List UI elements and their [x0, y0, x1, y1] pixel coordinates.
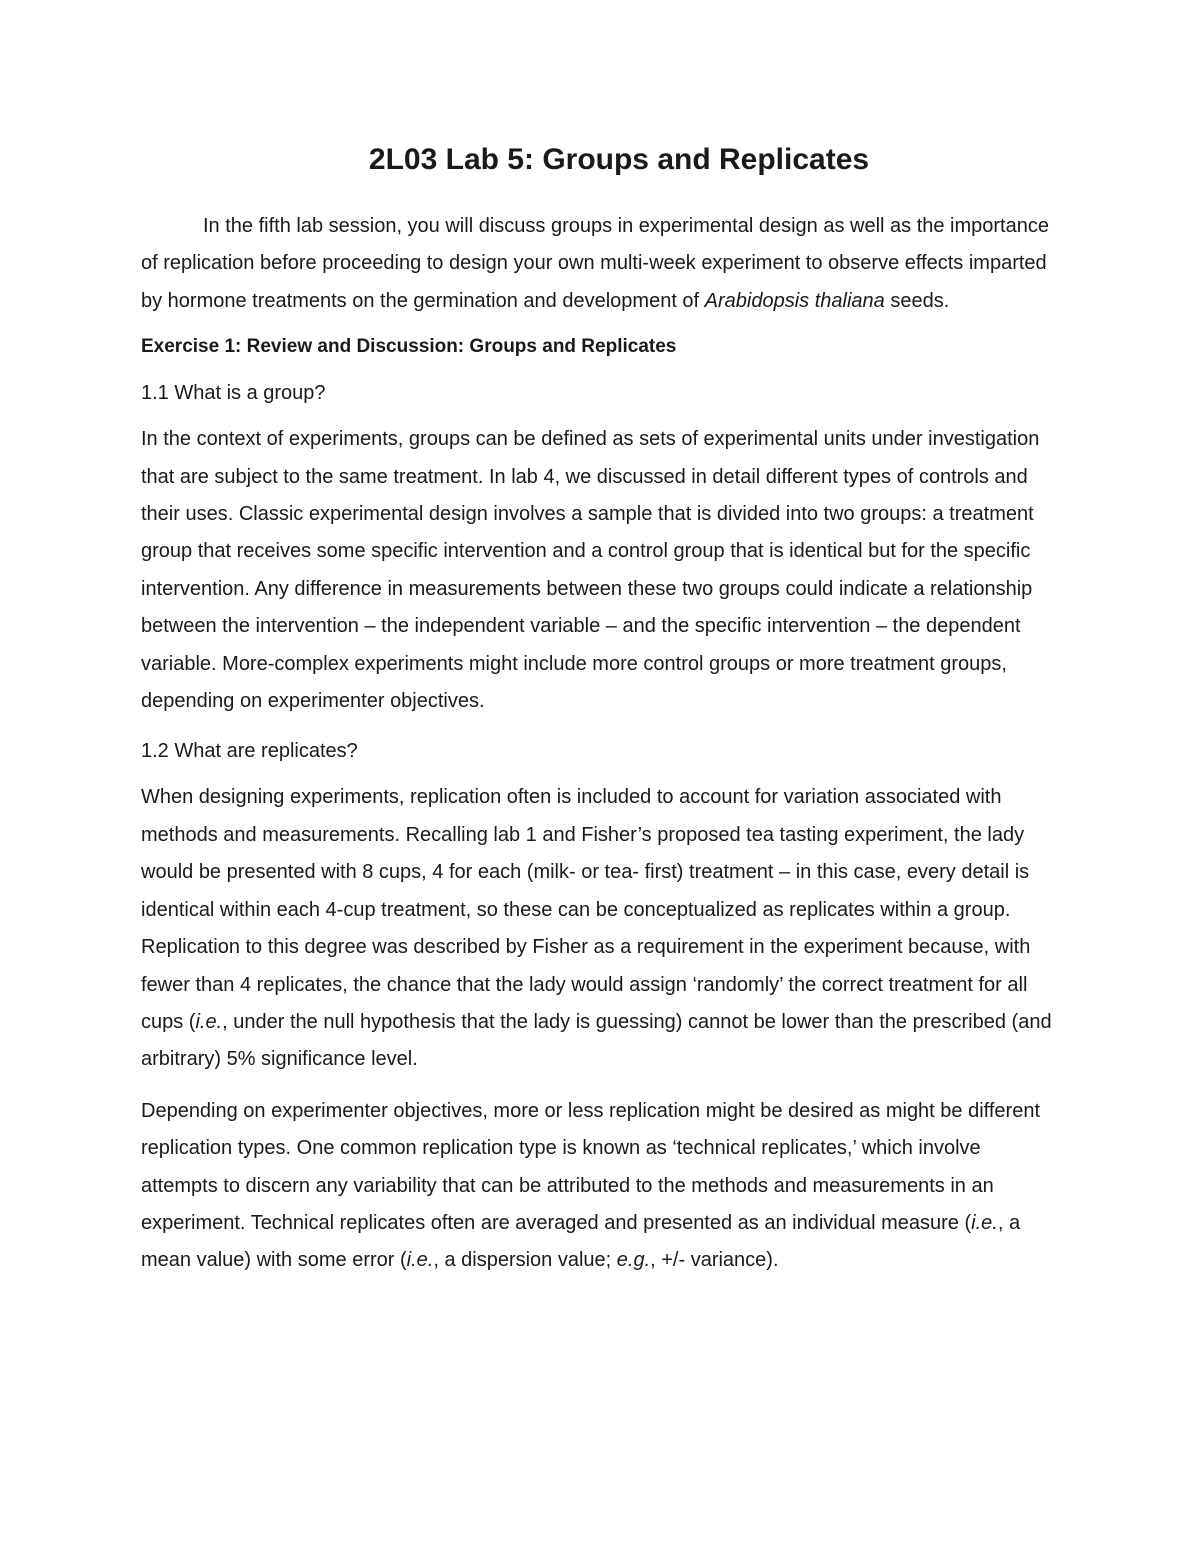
answer-1-2-p2-text-b: , a mean value) with some error ( [141, 1211, 1021, 1272]
exercise-1-heading: Exercise 1: Review and Discussion: Groups and Replicates [141, 336, 677, 358]
question-1-1: 1.1 What is a group? [141, 382, 326, 405]
abbrev-ie: i.e. [195, 1010, 223, 1033]
intro-paragraph [141, 208, 1061, 320]
document-page [141, 130, 1061, 1280]
answer-1-2-p2-text-d: , +/- variance). [650, 1249, 779, 1272]
answer-1-2-p1-text-a: When designing experiments, replication often is included to account for variation associated with methods and measurements. Recalling lab 1 and Fisher’s proposed tea tasting experiment, the lady would be presented with 8 cups, 4 for each (milk- or tea- first) treatment – in this case, every detail is identical within each 4-cup treatment, so these can be conceptualized as replicates within a group. Replication to this degree was described by Fisher as a requirement in the experiment because, with fewer than 4 replicates, the chance that the lady would assign ‘randomly’ the correct treatment for all cups ( [141, 786, 1031, 1033]
answer-1-2-paragraph-1 [141, 779, 1061, 1078]
intro-text-after: seeds. [884, 289, 950, 312]
answer-1-2-p2-text-c: , a dispersion value; [433, 1249, 617, 1272]
question-1-2: 1.2 What are replicates? [141, 740, 358, 763]
abbrev-ie: i.e. [406, 1249, 434, 1272]
answer-1-2-p1-text-b: , under the null hypothesis that the lady is guessing) cannot be lower than the prescribed (and arbitrary) 5% significance level. [141, 1010, 1052, 1071]
answer-1-2-paragraph-2 [141, 1093, 1061, 1280]
intro-text-before: In the fifth lab session, you will discuss groups in experimental design as well as the importance of replication before proceeding to design your own multi-week experiment to observe effects imparted by hormone treatments on the germination and development of [141, 215, 1049, 312]
abbrev-ie: i.e. [971, 1211, 998, 1234]
document-title: 2L03 Lab 5: Groups and Replicates [368, 143, 870, 176]
answer-1-1-paragraph: In the context of experiments, groups can be defined as sets of experimental units under investigation that are subject to the same treatment. In lab 4, we discussed in detail different types of controls and their uses. Classic experimental design involves a sample that is divided into two groups: a treatment group that receives some specific intervention and a control group that is identical but for the specific intervention. Any difference in measurements between these two groups could indicate a relationship between the intervention – the independent variable – and the specific intervention – the dependent variable. More-complex experiments might include more control groups or more treatment groups, depending on experimenter objectives. [141, 428, 1040, 713]
abbrev-eg: e.g. [616, 1249, 651, 1272]
species-name: Arabidopsis thaliana [704, 289, 885, 312]
answer-1-2-p2-text-a: Depending on experimenter objectives, more or less replication might be desired as might be different replication types. One common replication type is known as ‘technical replicates,’ which involve attempts to discern any variability that can be attributed to the methods and measurements in an experiment. Technical replicates often are averaged and presented as an individual measure ( [141, 1099, 1041, 1234]
